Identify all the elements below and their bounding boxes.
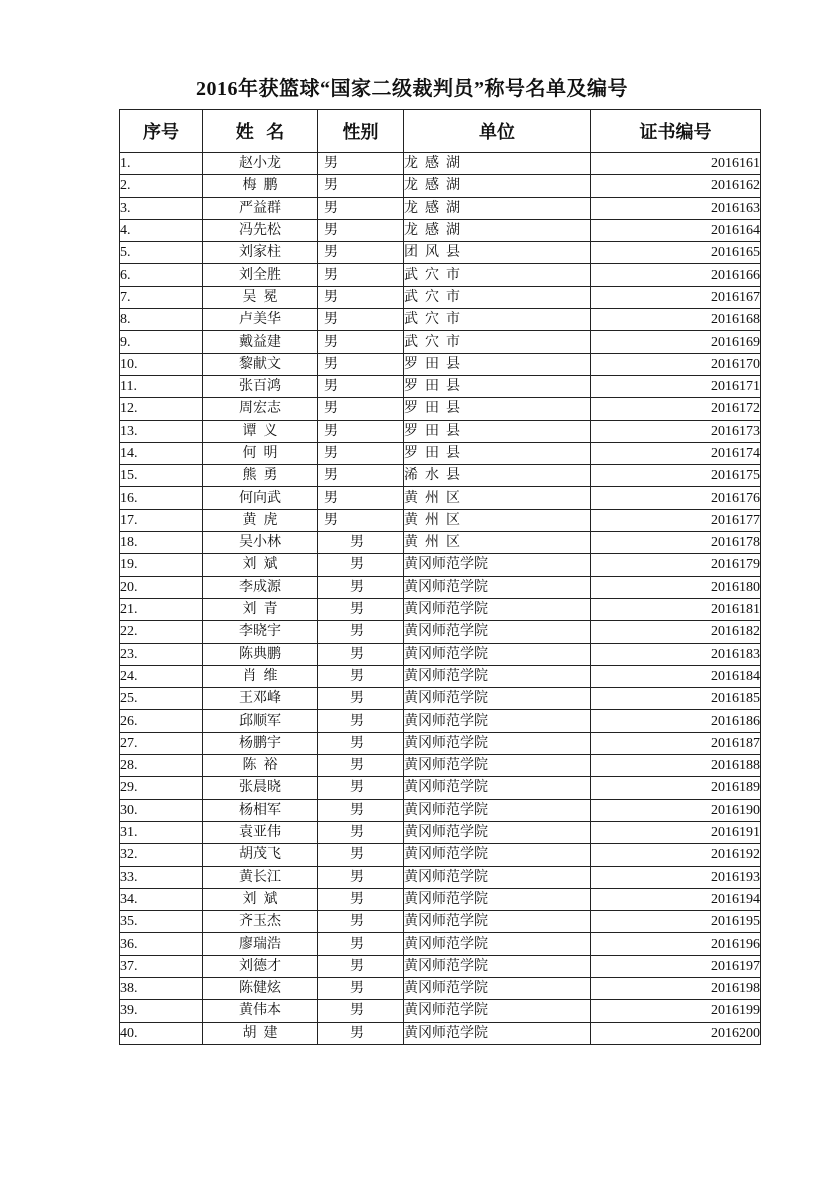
row-name: 刘德才: [203, 955, 318, 977]
row-gender: 男: [318, 1000, 404, 1022]
row-unit: 黄冈师范学院: [404, 888, 591, 910]
row-cert: 2016189: [591, 777, 761, 799]
row-unit: 黄冈师范学院: [404, 866, 591, 888]
row-gender: 男: [318, 509, 404, 531]
row-name: 陈典鹏: [203, 643, 318, 665]
row-cert: 2016191: [591, 821, 761, 843]
row-seq: 26.: [120, 710, 203, 732]
row-unit: 黄冈师范学院: [404, 777, 591, 799]
table-row: [120, 509, 761, 531]
row-seq: 37.: [120, 955, 203, 977]
row-gender: 男: [318, 688, 404, 710]
table-row: [120, 576, 761, 598]
row-unit: 黄 州 区: [404, 532, 591, 554]
row-gender: 男: [318, 621, 404, 643]
row-unit: 黄冈师范学院: [404, 755, 591, 777]
row-name: 张晨晓: [203, 777, 318, 799]
row-cert: 2016170: [591, 353, 761, 375]
table-row: [120, 933, 761, 955]
table-row: [120, 197, 761, 219]
table-row: [120, 799, 761, 821]
table-row: [120, 911, 761, 933]
table-row: [120, 755, 761, 777]
table-row: [120, 1000, 761, 1022]
table-row: [120, 844, 761, 866]
row-seq: 38.: [120, 977, 203, 999]
row-unit: 罗 田 县: [404, 442, 591, 464]
row-seq: 24.: [120, 665, 203, 687]
table-row: [120, 353, 761, 375]
row-gender: 男: [318, 420, 404, 442]
row-seq: 40.: [120, 1022, 203, 1044]
table-row: [120, 398, 761, 420]
column-header-name: 姓 名: [203, 110, 318, 153]
table-row: [120, 264, 761, 286]
row-gender: 男: [318, 888, 404, 910]
row-seq: 34.: [120, 888, 203, 910]
row-name: 杨相军: [203, 799, 318, 821]
row-gender: 男: [318, 933, 404, 955]
row-seq: 2.: [120, 175, 203, 197]
row-cert: 2016186: [591, 710, 761, 732]
row-unit: 黄 州 区: [404, 509, 591, 531]
row-name: 王邓峰: [203, 688, 318, 710]
row-unit: 罗 田 县: [404, 420, 591, 442]
row-gender: 男: [318, 286, 404, 308]
row-unit: 黄冈师范学院: [404, 732, 591, 754]
row-cert: 2016162: [591, 175, 761, 197]
row-name: 何 明: [203, 442, 318, 464]
table-row: [120, 821, 761, 843]
row-cert: 2016171: [591, 375, 761, 397]
row-name: 廖瑞浩: [203, 933, 318, 955]
row-cert: 2016193: [591, 866, 761, 888]
row-unit: 龙 感 湖: [404, 219, 591, 241]
row-seq: 32.: [120, 844, 203, 866]
row-cert: 2016167: [591, 286, 761, 308]
row-cert: 2016182: [591, 621, 761, 643]
row-seq: 29.: [120, 777, 203, 799]
row-seq: 27.: [120, 732, 203, 754]
row-name: 刘 青: [203, 598, 318, 620]
row-unit: 罗 田 县: [404, 398, 591, 420]
row-cert: 2016175: [591, 465, 761, 487]
row-cert: 2016174: [591, 442, 761, 464]
row-name: 谭 义: [203, 420, 318, 442]
row-gender: 男: [318, 487, 404, 509]
row-name: 黎献文: [203, 353, 318, 375]
row-gender: 男: [318, 598, 404, 620]
row-unit: 黄冈师范学院: [404, 911, 591, 933]
row-cert: 2016183: [591, 643, 761, 665]
table-row: [120, 286, 761, 308]
row-name: 张百鸿: [203, 375, 318, 397]
table-row: [120, 219, 761, 241]
row-name: 刘 斌: [203, 554, 318, 576]
table-row: [120, 375, 761, 397]
row-seq: 14.: [120, 442, 203, 464]
row-seq: 19.: [120, 554, 203, 576]
row-unit: 黄冈师范学院: [404, 598, 591, 620]
row-gender: 男: [318, 844, 404, 866]
row-name: 肖 维: [203, 665, 318, 687]
table-row: [120, 465, 761, 487]
row-gender: 男: [318, 911, 404, 933]
row-gender: 男: [318, 643, 404, 665]
column-header-seq: 序号: [120, 110, 203, 153]
row-gender: 男: [318, 353, 404, 375]
row-cert: 2016180: [591, 576, 761, 598]
row-seq: 7.: [120, 286, 203, 308]
row-name: 熊 勇: [203, 465, 318, 487]
table-row: [120, 888, 761, 910]
row-unit: 黄冈师范学院: [404, 821, 591, 843]
table-row: [120, 598, 761, 620]
row-seq: 1.: [120, 153, 203, 175]
row-name: 何向武: [203, 487, 318, 509]
row-name: 袁亚伟: [203, 821, 318, 843]
table-row: [120, 487, 761, 509]
row-gender: 男: [318, 465, 404, 487]
row-unit: 黄冈师范学院: [404, 1000, 591, 1022]
row-unit: 罗 田 县: [404, 353, 591, 375]
row-gender: 男: [318, 175, 404, 197]
row-cert: 2016179: [591, 554, 761, 576]
row-seq: 16.: [120, 487, 203, 509]
row-seq: 3.: [120, 197, 203, 219]
row-cert: 2016178: [591, 532, 761, 554]
row-unit: 罗 田 县: [404, 375, 591, 397]
row-seq: 4.: [120, 219, 203, 241]
row-gender: 男: [318, 532, 404, 554]
row-cert: 2016196: [591, 933, 761, 955]
row-name: 李晓宇: [203, 621, 318, 643]
row-unit: 黄冈师范学院: [404, 933, 591, 955]
page-title: 2016年获篮球“国家二级裁判员”称号名单及编号: [196, 78, 628, 100]
row-seq: 18.: [120, 532, 203, 554]
column-header-unit: 单位: [404, 110, 591, 153]
row-name: 刘家柱: [203, 242, 318, 264]
row-cert: 2016163: [591, 197, 761, 219]
row-cert: 2016194: [591, 888, 761, 910]
table-row: [120, 688, 761, 710]
row-gender: 男: [318, 955, 404, 977]
row-name: 周宏志: [203, 398, 318, 420]
row-name: 李成源: [203, 576, 318, 598]
table-row: [120, 866, 761, 888]
table-row: [120, 977, 761, 999]
row-gender: 男: [318, 219, 404, 241]
row-cert: 2016184: [591, 665, 761, 687]
column-header-cert: 证书编号: [591, 110, 761, 153]
table-body: [120, 153, 761, 1045]
row-seq: 39.: [120, 1000, 203, 1022]
row-cert: 2016172: [591, 398, 761, 420]
referee-table: [119, 109, 761, 1045]
table-row: [120, 643, 761, 665]
row-name: 刘 斌: [203, 888, 318, 910]
table-row: [120, 532, 761, 554]
row-name: 黄 虎: [203, 509, 318, 531]
row-cert: 2016197: [591, 955, 761, 977]
row-cert: 2016166: [591, 264, 761, 286]
row-unit: 黄冈师范学院: [404, 844, 591, 866]
row-gender: 男: [318, 710, 404, 732]
row-name: 陈健炫: [203, 977, 318, 999]
table-row: [120, 1022, 761, 1044]
row-cert: 2016195: [591, 911, 761, 933]
row-seq: 30.: [120, 799, 203, 821]
row-unit: 黄冈师范学院: [404, 576, 591, 598]
row-seq: 23.: [120, 643, 203, 665]
row-name: 梅 鹏: [203, 175, 318, 197]
row-seq: 10.: [120, 353, 203, 375]
row-cert: 2016198: [591, 977, 761, 999]
row-seq: 6.: [120, 264, 203, 286]
row-gender: 男: [318, 576, 404, 598]
row-gender: 男: [318, 153, 404, 175]
table-row: [120, 309, 761, 331]
row-seq: 12.: [120, 398, 203, 420]
row-unit: 黄冈师范学院: [404, 710, 591, 732]
row-seq: 8.: [120, 309, 203, 331]
row-unit: 黄冈师范学院: [404, 554, 591, 576]
row-gender: 男: [318, 331, 404, 353]
row-seq: 33.: [120, 866, 203, 888]
row-unit: 武 穴 市: [404, 331, 591, 353]
row-cert: 2016165: [591, 242, 761, 264]
row-gender: 男: [318, 799, 404, 821]
row-gender: 男: [318, 755, 404, 777]
row-cert: 2016185: [591, 688, 761, 710]
row-unit: 武 穴 市: [404, 309, 591, 331]
row-name: 戴益建: [203, 331, 318, 353]
row-cert: 2016181: [591, 598, 761, 620]
row-cert: 2016173: [591, 420, 761, 442]
row-unit: 黄 州 区: [404, 487, 591, 509]
row-seq: 15.: [120, 465, 203, 487]
table-row: [120, 621, 761, 643]
row-unit: 浠 水 县: [404, 465, 591, 487]
row-cert: 2016187: [591, 732, 761, 754]
row-name: 卢美华: [203, 309, 318, 331]
row-name: 胡 建: [203, 1022, 318, 1044]
row-name: 严益群: [203, 197, 318, 219]
table-row: [120, 732, 761, 754]
row-name: 黄伟本: [203, 1000, 318, 1022]
row-name: 冯先松: [203, 219, 318, 241]
row-name: 吴小林: [203, 532, 318, 554]
row-cert: 2016168: [591, 309, 761, 331]
row-gender: 男: [318, 665, 404, 687]
row-unit: 黄冈师范学院: [404, 688, 591, 710]
row-seq: 35.: [120, 911, 203, 933]
row-gender: 男: [318, 375, 404, 397]
row-gender: 男: [318, 554, 404, 576]
row-seq: 17.: [120, 509, 203, 531]
row-unit: 黄冈师范学院: [404, 1022, 591, 1044]
row-gender: 男: [318, 442, 404, 464]
row-cert: 2016177: [591, 509, 761, 531]
row-gender: 男: [318, 398, 404, 420]
row-unit: 龙 感 湖: [404, 197, 591, 219]
row-unit: 黄冈师范学院: [404, 665, 591, 687]
row-cert: 2016169: [591, 331, 761, 353]
row-unit: 黄冈师范学院: [404, 643, 591, 665]
row-seq: 21.: [120, 598, 203, 620]
row-seq: 13.: [120, 420, 203, 442]
table-row: [120, 420, 761, 442]
row-gender: 男: [318, 309, 404, 331]
row-gender: 男: [318, 866, 404, 888]
row-unit: 团 风 县: [404, 242, 591, 264]
row-gender: 男: [318, 977, 404, 999]
table-row: [120, 665, 761, 687]
table-row: [120, 955, 761, 977]
row-name: 吴 冕: [203, 286, 318, 308]
row-seq: 11.: [120, 375, 203, 397]
row-cert: 2016188: [591, 755, 761, 777]
row-gender: 男: [318, 197, 404, 219]
table-row: [120, 175, 761, 197]
row-unit: 龙 感 湖: [404, 153, 591, 175]
row-name: 杨鹏宇: [203, 732, 318, 754]
row-gender: 男: [318, 242, 404, 264]
column-header-gender: 性别: [318, 110, 404, 153]
row-seq: 28.: [120, 755, 203, 777]
row-gender: 男: [318, 777, 404, 799]
row-unit: 黄冈师范学院: [404, 955, 591, 977]
row-seq: 9.: [120, 331, 203, 353]
row-name: 胡茂飞: [203, 844, 318, 866]
row-cert: 2016192: [591, 844, 761, 866]
table-row: [120, 153, 761, 175]
row-unit: 武 穴 市: [404, 264, 591, 286]
row-cert: 2016161: [591, 153, 761, 175]
table-row: [120, 710, 761, 732]
row-unit: 黄冈师范学院: [404, 977, 591, 999]
row-gender: 男: [318, 1022, 404, 1044]
table-header-row: [120, 110, 761, 153]
row-name: 黄长江: [203, 866, 318, 888]
table-row: [120, 242, 761, 264]
row-gender: 男: [318, 264, 404, 286]
row-cert: 2016199: [591, 1000, 761, 1022]
row-seq: 5.: [120, 242, 203, 264]
table-row: [120, 442, 761, 464]
row-seq: 22.: [120, 621, 203, 643]
row-cert: 2016176: [591, 487, 761, 509]
row-cert: 2016164: [591, 219, 761, 241]
row-name: 邱顺军: [203, 710, 318, 732]
row-seq: 36.: [120, 933, 203, 955]
row-unit: 黄冈师范学院: [404, 799, 591, 821]
row-seq: 31.: [120, 821, 203, 843]
row-name: 刘全胜: [203, 264, 318, 286]
row-name: 赵小龙: [203, 153, 318, 175]
row-unit: 黄冈师范学院: [404, 621, 591, 643]
row-unit: 武 穴 市: [404, 286, 591, 308]
row-gender: 男: [318, 821, 404, 843]
row-name: 齐玉杰: [203, 911, 318, 933]
row-name: 陈 裕: [203, 755, 318, 777]
table-row: [120, 331, 761, 353]
row-cert: 2016190: [591, 799, 761, 821]
row-unit: 龙 感 湖: [404, 175, 591, 197]
table-row: [120, 554, 761, 576]
row-seq: 20.: [120, 576, 203, 598]
table-row: [120, 777, 761, 799]
row-seq: 25.: [120, 688, 203, 710]
row-gender: 男: [318, 732, 404, 754]
row-cert: 2016200: [591, 1022, 761, 1044]
